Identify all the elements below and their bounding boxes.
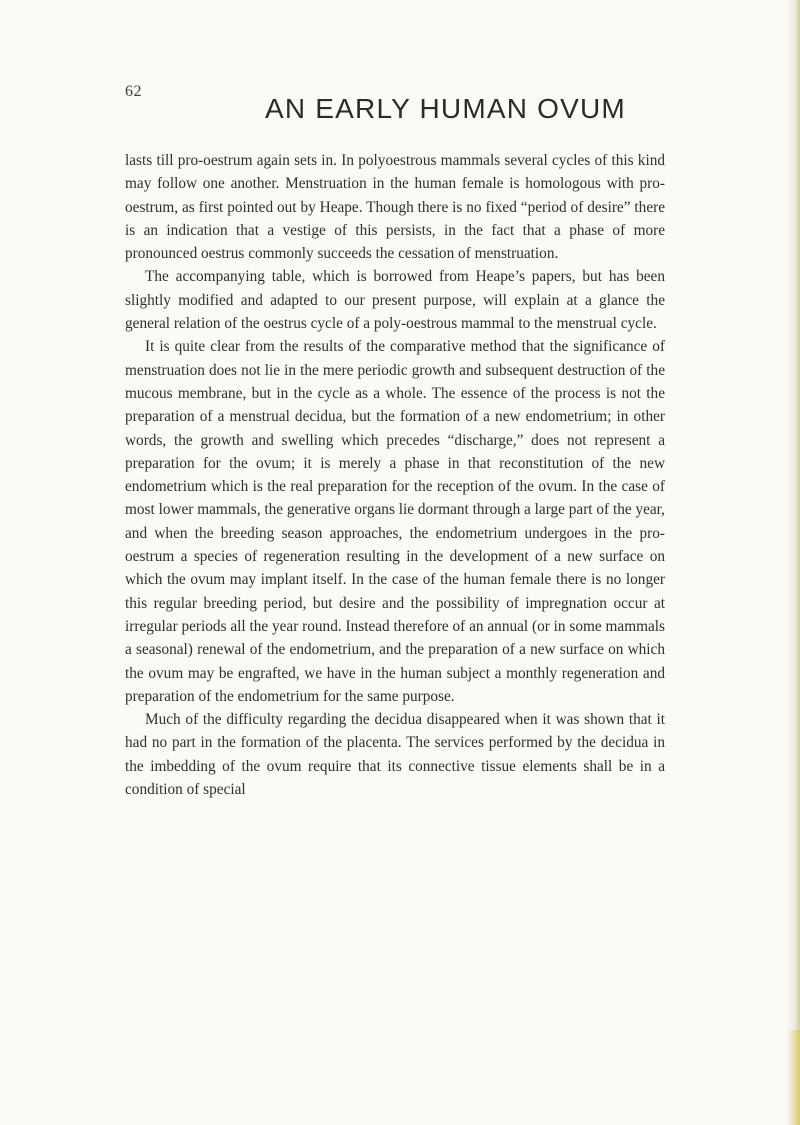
paragraph-table-reference: The accompanying table, which is borrowed from Heape’s papers, but has been slightly modified and adapted to our present purpose, will explain at a glance the general relation of the oestrus cycle of a poly-oestrous mammal to the menstrual cycle. [125, 268, 665, 333]
paragraph-menstruation-significance: It is quite clear from the results of the comparative method that the significance of menstruation does not lie in the mere periodic growth and subsequent destruction of the mucous membrane, but in the cycle as a whole. The essence of the process is not the preparation of a menstrual decidua, but the formation of a new endometrium; in other words, the growth and swelling which precedes “discharge,” does not represent a preparation for the ovum; it is merely a phase in that reconstitution of the new endometrium which is the real preparation for the reception of the ovum. In the case of most lower mammals, the generative organs lie dormant through a large part of the year, and when the breeding season approaches, the endometrium undergoes in the pro-oestrum a species of regeneration resulting in the development of a new surface on which the ovum may implant itself. In the case of the human female there is no longer this regular breeding period, but desire and the possibility of impregnation occur at irregular periods all the year round. Instead therefore of an annual (or in some mammals a seasonal) renewal of the endometrium, and the preparation of a new surface on which the ovum may be engrafted, we have in the human subject a monthly regeneration and preparation of the endometrium for the same purpose. [125, 338, 665, 705]
paragraph-decidua: Much of the difficulty regarding the decidua disappeared when it was shown that it had no part in the formation of the placenta. The services performed by the decidua in the imbedding of the ovum require that its connective tissue elements shall be in a condition of special [125, 711, 665, 799]
page-edge-stain [788, 1030, 800, 1125]
page-edge-shadow [786, 0, 800, 1125]
running-title: AN EARLY HUMAN OVUM [265, 93, 626, 124]
page-header [125, 83, 665, 123]
body-text [125, 149, 665, 801]
paragraph-continued: lasts till pro-oestrum again sets in. In polyoestrous mammals several cycles of this kind may follow one another. Menstruation in the human female is homologous with pro-oestrum, as first pointed out by Heape. Though there is no fixed “period of desire” there is an indication that a vestige of this persists, in the fact that a phase of more pronounced oestrus commonly succeeds the cessation of menstruation. [125, 152, 665, 263]
page-number: 62 [125, 83, 142, 100]
